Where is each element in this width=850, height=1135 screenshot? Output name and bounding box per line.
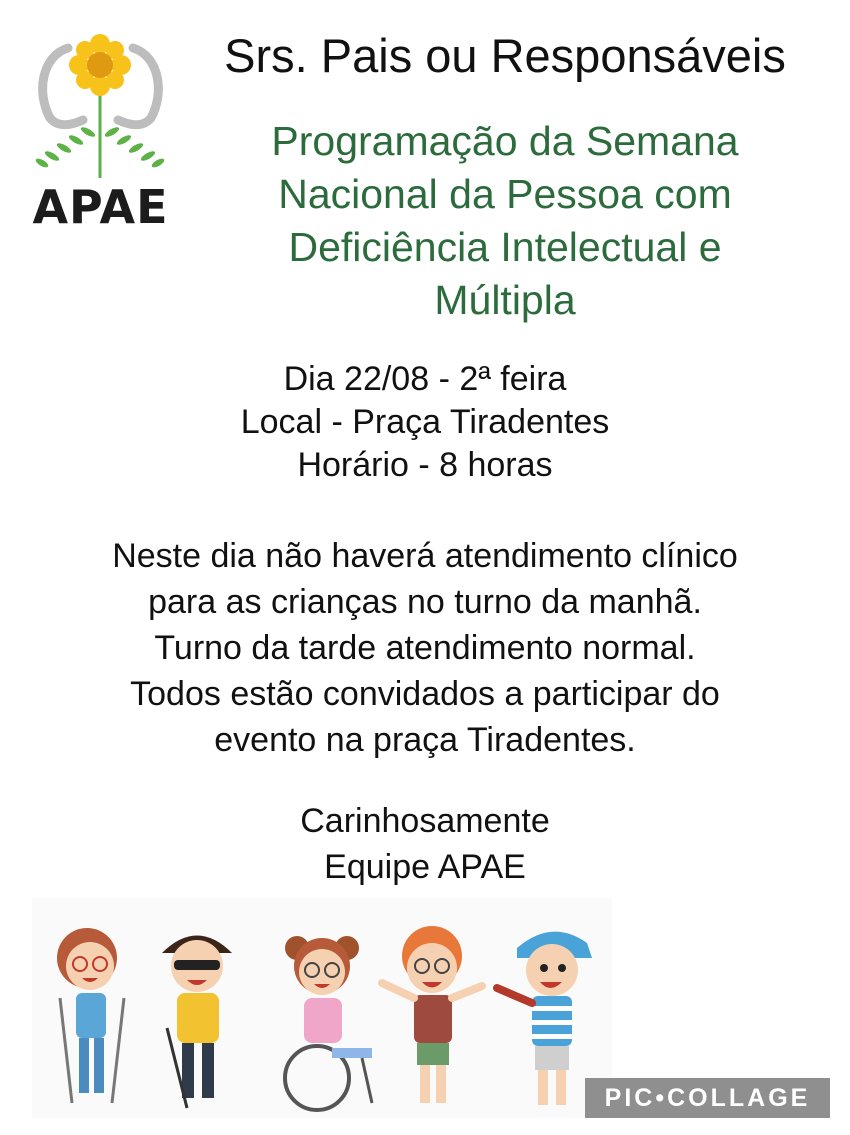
notice-line: para as crianças no turno da manhã. — [148, 583, 702, 621]
signature-line: Carinhosamente — [300, 802, 550, 840]
signature — [0, 798, 850, 890]
event-time: Horário - 8 horas — [297, 446, 553, 484]
event-date: Dia 22/08 - 2ª feira — [283, 360, 567, 398]
watermark: PIC•COLLAGE — [585, 1078, 830, 1118]
notice-line: Neste dia não haverá atendimento clínico — [112, 537, 738, 575]
notice-line: evento na praça Tiradentes. — [214, 721, 636, 759]
signature-line: Equipe APAE — [324, 848, 526, 886]
subtitle-line: Programação da Semana — [271, 118, 739, 164]
notice-line: Todos estão convidados a participar do — [130, 675, 720, 713]
subtitle-line: Múltipla — [434, 277, 576, 323]
event-details — [0, 358, 850, 487]
apae-logo — [28, 30, 173, 235]
notice-line: Turno da tarde atendimento normal. — [154, 629, 696, 667]
subtitle-line: Nacional da Pessoa com — [278, 171, 732, 217]
children-illustration — [32, 898, 612, 1118]
event-location: Local - Praça Tiradentes — [240, 403, 610, 441]
notice-text — [0, 533, 850, 763]
event-subtitle — [220, 115, 790, 327]
sunflower-hands-icon — [28, 30, 173, 180]
children-illustration-icon — [32, 898, 612, 1118]
page-title: Srs. Pais ou Responsáveis — [224, 29, 786, 82]
subtitle-line: Deficiência Intelectual e — [288, 224, 722, 270]
logo-text: APAE — [32, 180, 169, 234]
